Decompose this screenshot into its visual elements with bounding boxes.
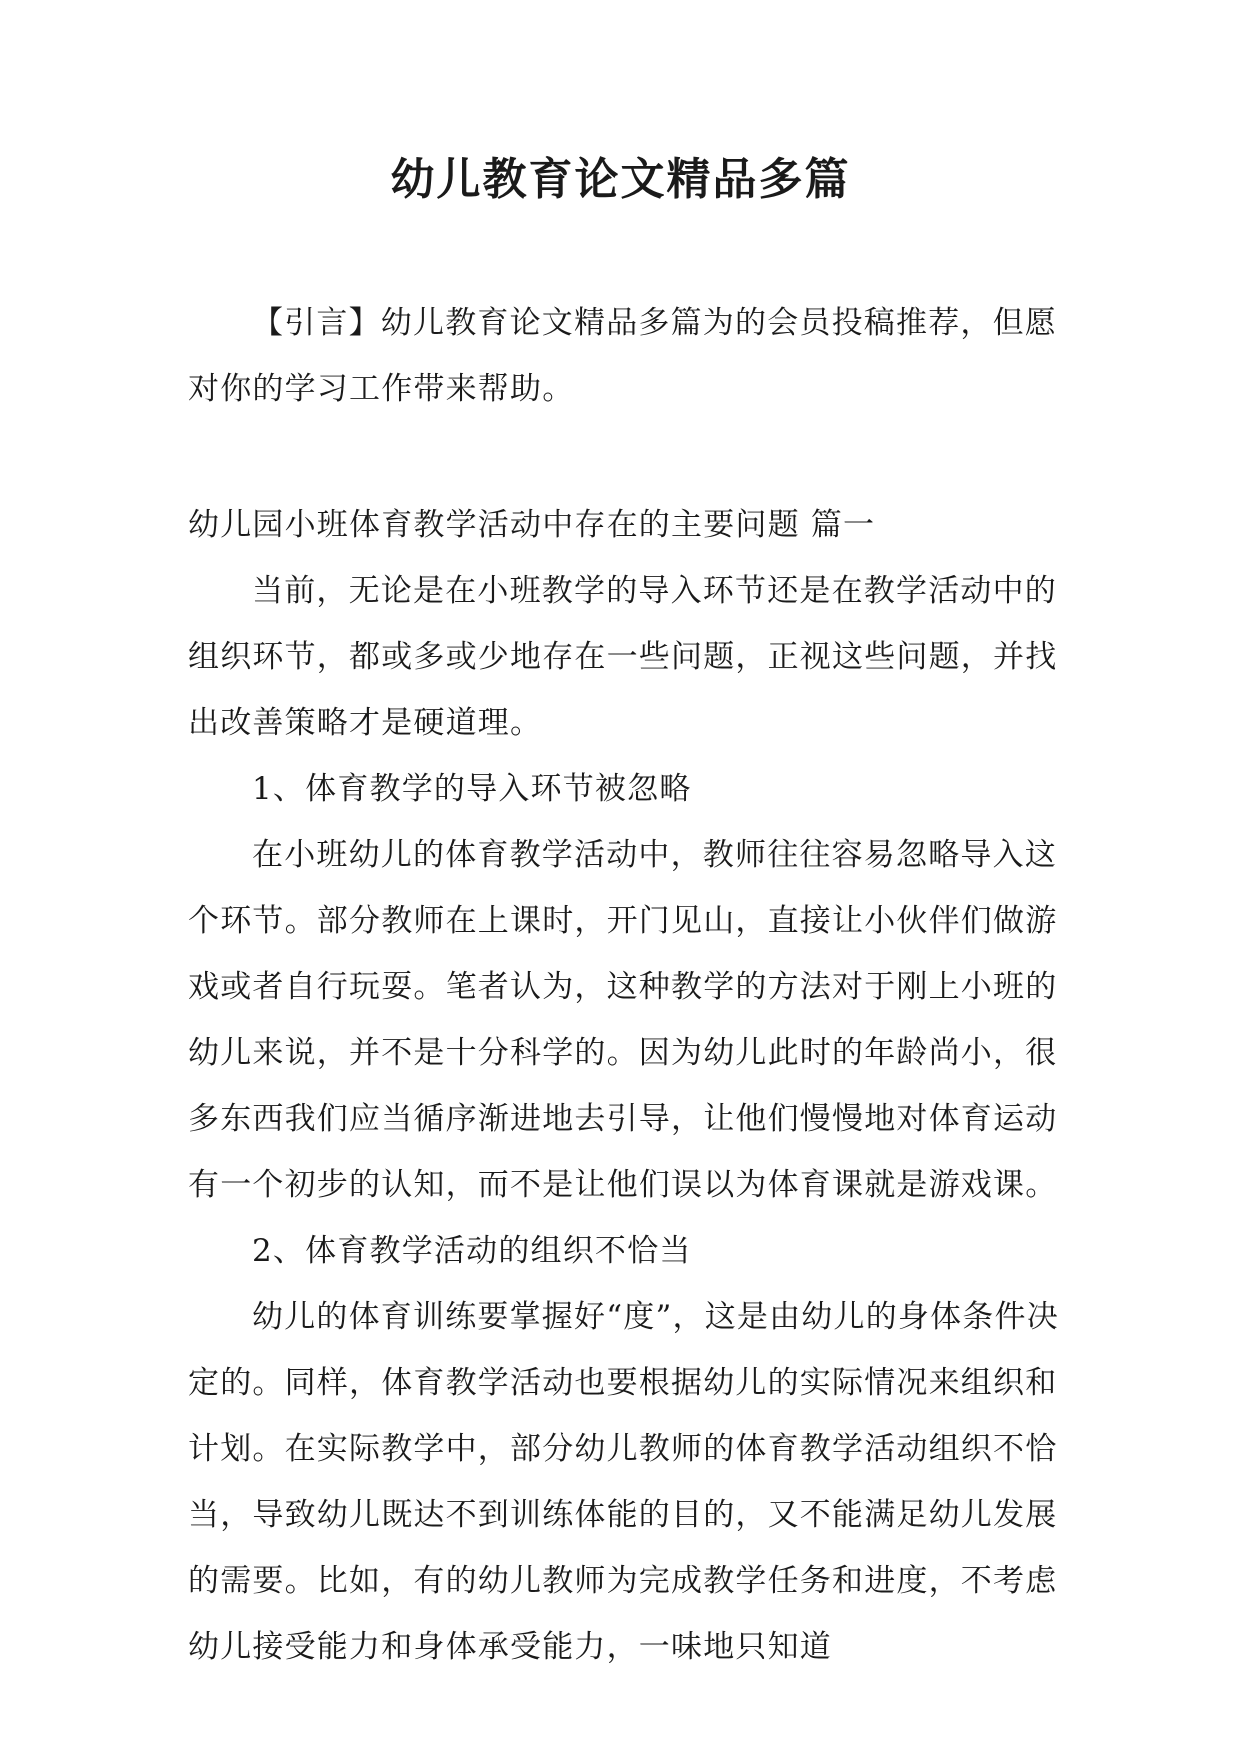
body-paragraph: 幼儿的体育训练要掌握好“度”，这是由幼儿的身体条件决定的。同样，体育教学活动也要根据幼儿的实际情况来组织和计划。在实际教学中，部分幼儿教师的体育教学活动组织不恰当，导致幼儿既达不到训练体能的目的，又不能满足幼儿发展的需要。比如，有的幼儿教师为完成教学任务和进度，不考虑幼儿接受能力和身体承受能力，一味地只知道 <box>188 1299 1059 1665</box>
subheading-2: 2、体育教学活动的组织不恰当 <box>252 1233 692 1269</box>
document-title: 幼儿教育论文精品多篇 <box>390 154 851 205</box>
intro-paragraph: 【引言】幼儿教育论文精品多篇为的会员投稿推荐，但愿对你的学习工作带来帮助。 <box>188 305 1057 407</box>
body-paragraph: 在小班幼儿的体育教学活动中，教师往往容易忽略导入这个环节。部分教师在上课时，开门见山，直接让小伙伴们做游戏或者自行玩耍。笔者认为，这种教学的方法对于刚上小班的幼儿来说，并不是十分科学的。因为幼儿此时的年龄尚小，很多东西我们应当循序渐进地去引导，让他们慢慢地对体育运动有一个初步的认知，而不是让他们误以为体育课就是游戏课。 <box>188 837 1058 1203</box>
body-paragraph: 当前，无论是在小班教学的导入环节还是在教学活动中的组织环节，都或多或少地存在一些问题，正视这些问题，并找出改善策略才是硬道理。 <box>188 573 1058 741</box>
document-body <box>188 290 1068 1680</box>
section-heading: 幼儿园小班体育教学活动中存在的主要问题 篇一 <box>188 507 876 543</box>
subheading-1: 1、体育教学的导入环节被忽略 <box>252 771 692 807</box>
